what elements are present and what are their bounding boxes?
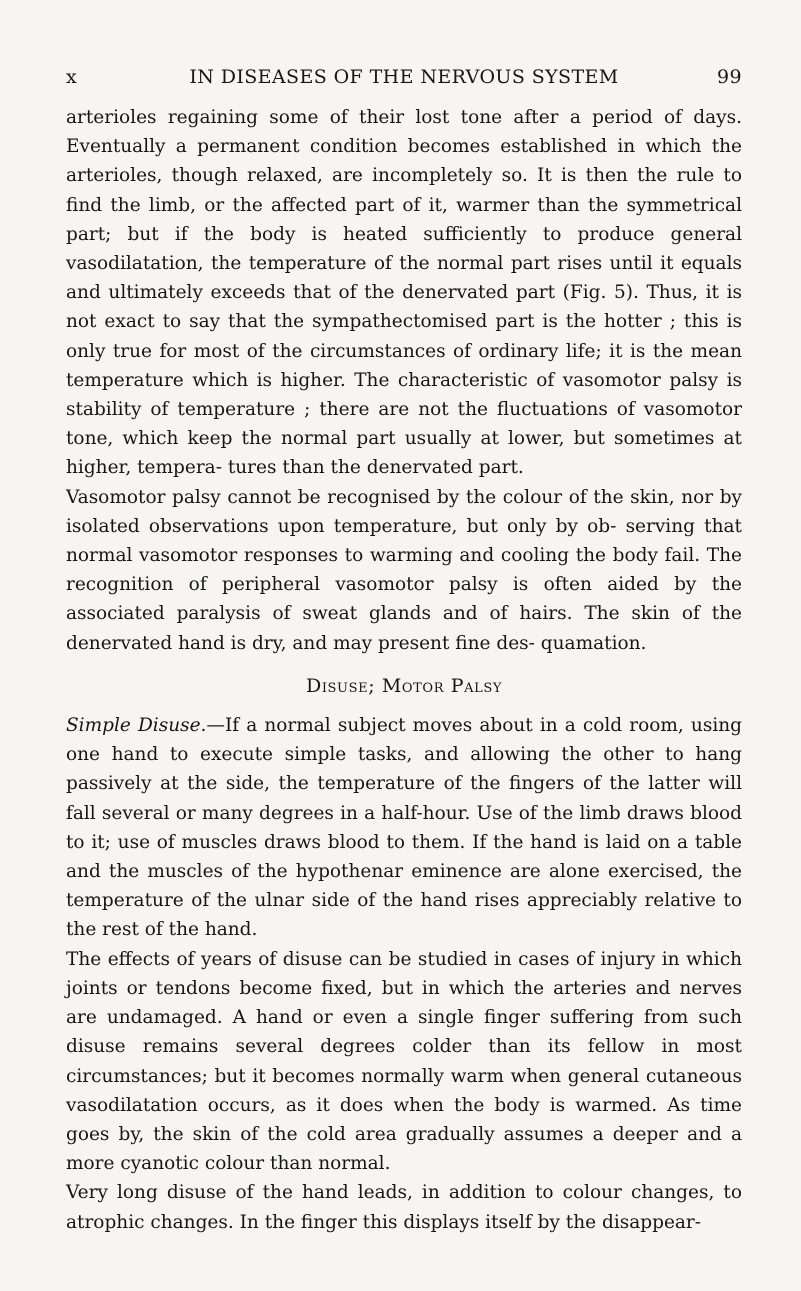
- paragraph-3-text: —If a normal subject moves about in a cold room, using one hand to execute simple tasks, and allowing the other to hang passively at the side, the temperature of the fingers of the latter will fall several or many degrees in a half-hour. Use of the limb draws blood to it; use of muscles draws blood to them. If the hand is laid on a table and the muscles of the hypothenar eminence are alone exercised, the temperature of the ulnar side of the hand rises appreciably relative to the rest of the hand.: [66, 715, 742, 941]
- paragraph-5: Very long disuse of the hand leads, in addition to colour changes, to atrophic changes. In the finger this displays itself by the disappear-: [66, 1182, 742, 1233]
- paragraph-2: Vasomotor palsy cannot be recognised by the colour of the skin, nor by isolated observations upon temperature, but only by ob- serving that normal vasomotor responses to warming and cooling the body fail. The recognition of peripheral vasomotor palsy is often aided by the associated paralysis of sweat glands and of hairs. The skin of the denervated hand is dry, and may present fine des- quamation.: [66, 486, 742, 654]
- running-head-left-mark: x: [66, 66, 78, 88]
- running-head-title: IN DISEASES OF THE NERVOUS SYSTEM: [189, 66, 619, 88]
- body-text: [66, 103, 742, 1237]
- running-head: [66, 64, 742, 90]
- paragraph-3: [66, 711, 742, 945]
- page-number: 99: [717, 66, 742, 88]
- paragraph-3-run-in-heading: Simple Disuse.: [66, 715, 207, 737]
- paragraph-4: The effects of years of disuse can be studied in cases of injury in which joints or tendons become fixed, but in which the arteries and nerves are undamaged. A hand or even a single finger suffering from such disuse remains several degrees colder than its fellow in most circumstances; but it becomes normally warm when general cutaneous vasodilatation occurs, as it does when the body is warmed. As time goes by, the skin of the cold area gradually assumes a deeper and a more cyanotic colour than normal.: [66, 948, 742, 1175]
- paragraph-1: arterioles regaining some of their lost tone after a period of days. Eventually a permanent condition becomes established in which the arterioles, though relaxed, are incompletely so. It is then the rule to find the limb, or the affected part of it, warmer than the symmetrical part; but if the body is heated sufficiently to produce general vasodilatation, the temperature of the normal part rises until it equals and ultimately exceeds that of the denervated part (Fig. 5). Thus, it is not exact to say that the sympathectomised part is the hotter ; this is only true for most of the circumstances of ordinary life; it is the mean temperature which is higher. The characteristic of vasomotor palsy is stability of temperature ; there are not the fluctuations of vasomotor tone, which keep the normal part usually at lower, but sometimes at higher, tempera- tures than the denervated part.: [66, 107, 742, 479]
- section-heading: Disuse; Motor Palsy: [305, 674, 503, 697]
